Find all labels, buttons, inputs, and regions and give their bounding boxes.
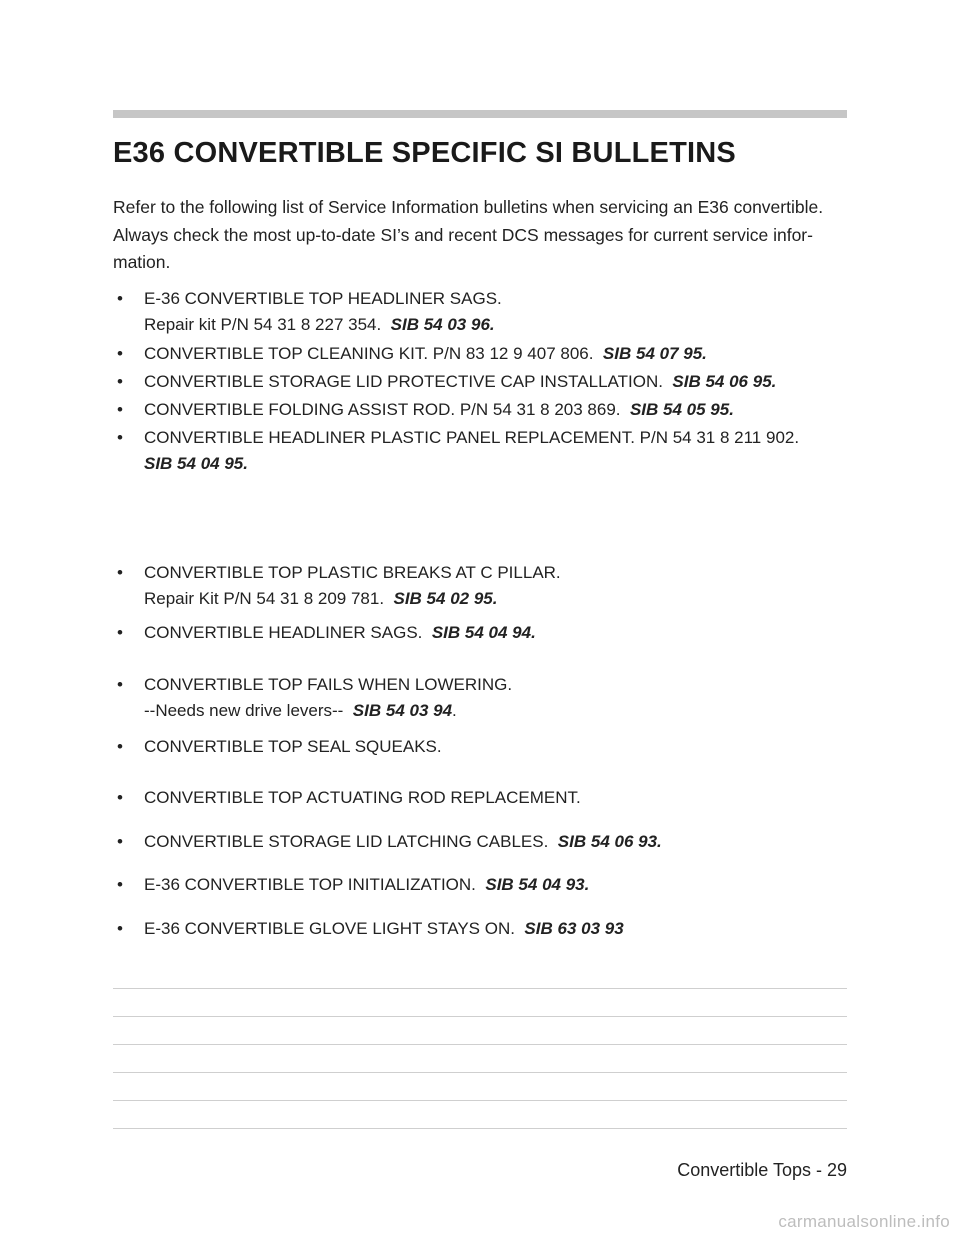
sib-number: SIB 54 03 96. <box>390 315 495 334</box>
bulletin-text: CONVERTIBLE HEADLINER PLASTIC PANEL REPLACEMENT. P/N 54 31 8 211 902. <box>144 428 800 447</box>
bulletin-line <box>144 560 561 586</box>
bullet-dot: • <box>117 372 123 391</box>
bulletin-line <box>144 397 734 423</box>
note-line <box>113 988 847 989</box>
note-line <box>113 1072 847 1073</box>
bulletin-text: CONVERTIBLE TOP FAILS WHEN LOWERING. <box>144 675 513 694</box>
intro-line: Always check the most up-to-date SI’s and recent DCS messages for current service infor- <box>113 224 813 245</box>
bulletin-text: CONVERTIBLE TOP SEAL SQUEAKS. <box>144 737 442 756</box>
page-title: E36 CONVERTIBLE SPECIFIC SI BULLETINS <box>113 137 736 169</box>
bullet-dot: • <box>117 344 123 363</box>
bulletin-line <box>144 734 442 760</box>
bullet-dot: • <box>117 563 123 582</box>
bulletin-text: CONVERTIBLE TOP PLASTIC BREAKS AT C PILLAR. <box>144 563 561 582</box>
bulletin-line <box>144 425 799 451</box>
bulletin-text: E-36 CONVERTIBLE TOP INITIALIZATION. <box>144 875 476 894</box>
bullet-dot: • <box>117 875 123 894</box>
bullet-dot: • <box>117 788 123 807</box>
bulletin-line <box>144 341 707 367</box>
bulletin-line <box>144 312 495 338</box>
sib-number: SIB 54 04 94. <box>431 623 536 642</box>
bullet-dot: • <box>117 675 123 694</box>
intro-paragraph <box>113 194 853 277</box>
sib-number: SIB 54 06 93. <box>557 832 662 851</box>
note-line <box>113 1016 847 1017</box>
page-footer: Convertible Tops - 29 <box>677 1160 847 1180</box>
sib-number: SIB 54 06 95. <box>672 372 777 391</box>
bulletin-line <box>144 369 776 395</box>
bulletin-text: E-36 CONVERTIBLE GLOVE LIGHT STAYS ON. <box>144 919 515 938</box>
bullet-dot: • <box>117 737 123 756</box>
bullet-dot: • <box>117 289 123 308</box>
note-line <box>113 1044 847 1045</box>
bulletin-line <box>144 672 512 698</box>
bulletin-line <box>144 286 502 312</box>
header-rule <box>113 110 847 118</box>
bullet-dot: • <box>117 623 123 642</box>
bulletin-text: Repair kit P/N 54 31 8 227 354. <box>144 315 382 334</box>
intro-line: mation. <box>113 252 171 272</box>
bulletin-text: Repair Kit P/N 54 31 8 209 781. <box>144 589 385 608</box>
bullet-dot: • <box>117 832 123 851</box>
note-line <box>113 1128 847 1129</box>
bulletin-line <box>144 785 581 811</box>
bulletin-line <box>144 451 248 477</box>
intro-line: Refer to the following list of Service Information bulletins when servicing an E36 convertible. <box>113 197 824 217</box>
sib-number: SIB 54 03 94 <box>352 701 453 720</box>
bulletin-text: CONVERTIBLE STORAGE LID LATCHING CABLES. <box>144 832 549 851</box>
bulletin-line <box>144 829 662 855</box>
bulletin-text: CONVERTIBLE TOP CLEANING KIT. P/N 83 12 9 407 806. <box>144 344 594 363</box>
bulletin-text: CONVERTIBLE FOLDING ASSIST ROD. P/N 54 31 8 203 869. <box>144 400 621 419</box>
sib-number: SIB 54 07 95. <box>602 344 707 363</box>
bulletin-text: E-36 CONVERTIBLE TOP HEADLINER SAGS. <box>144 289 502 308</box>
bulletin-text: CONVERTIBLE HEADLINER SAGS. <box>144 623 423 642</box>
sib-number: SIB 54 05 95. <box>629 400 734 419</box>
bulletin-punctuation: . <box>452 701 457 720</box>
bulletin-line <box>144 586 497 612</box>
watermark: carmanualsonline.info <box>778 1212 950 1231</box>
bulletin-line <box>144 620 536 646</box>
sib-number: SIB 54 04 95. <box>144 454 248 473</box>
bulletin-line <box>144 916 624 942</box>
bulletin-line <box>144 872 589 898</box>
sib-number: SIB 54 04 93. <box>485 875 590 894</box>
bullet-dot: • <box>117 400 123 419</box>
bulletin-line <box>144 698 457 724</box>
sib-number: SIB 54 02 95. <box>393 589 498 608</box>
bulletin-text: CONVERTIBLE TOP ACTUATING ROD REPLACEMENT. <box>144 788 581 807</box>
sib-number: SIB 63 03 93 <box>524 919 624 938</box>
bullet-dot: • <box>117 428 123 447</box>
bullet-dot: • <box>117 919 123 938</box>
bulletin-text: CONVERTIBLE STORAGE LID PROTECTIVE CAP INSTALLATION. <box>144 372 663 391</box>
note-line <box>113 1100 847 1101</box>
bulletin-text: --Needs new drive levers-- <box>144 701 344 720</box>
